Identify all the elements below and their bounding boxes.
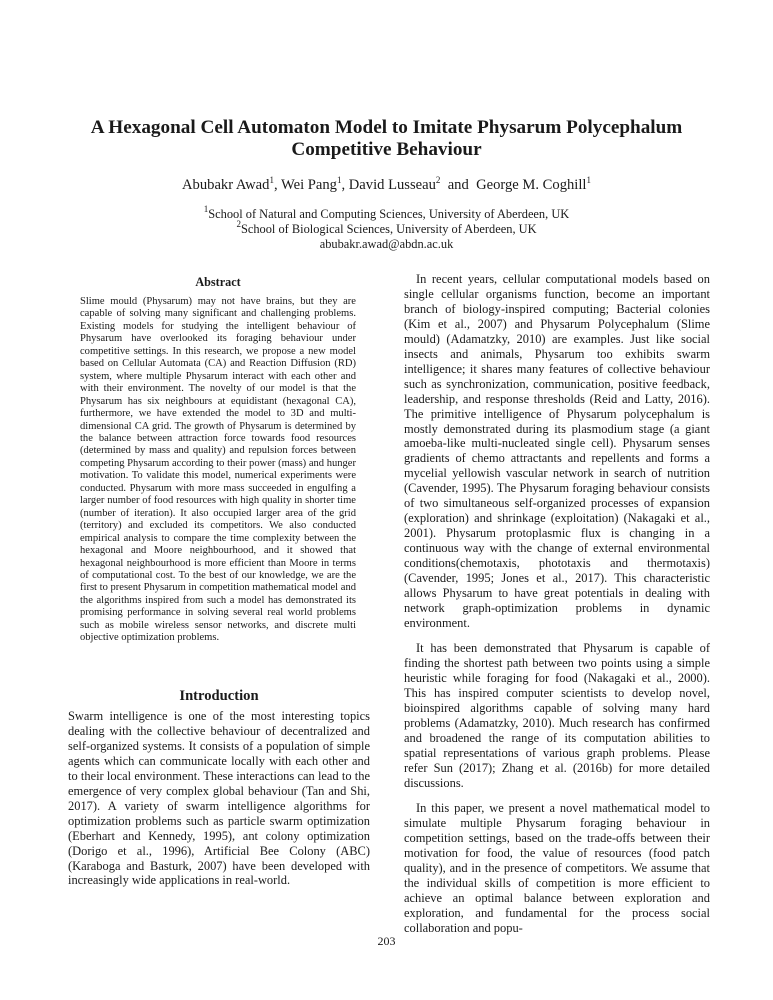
page-number: 203 bbox=[377, 934, 396, 948]
author-separator: , bbox=[341, 177, 349, 193]
right-column bbox=[404, 272, 710, 946]
affiliation bbox=[60, 204, 713, 222]
author-separator: , bbox=[273, 177, 281, 193]
affiliation-mark: 1 bbox=[586, 175, 591, 185]
affiliation-mark: 2 bbox=[435, 175, 441, 185]
affiliation-mark: 1 bbox=[203, 204, 209, 214]
paper-title: A Hexagonal Cell Automaton Model to Imitate Physarum Polycephalum Competitive Behaviour bbox=[90, 117, 683, 160]
body-paragraph: It has been demonstrated that Physarum is capable of finding the shortest path between two points using a simple heuristic while foraging for food (Nakagaki et al., 2000). This has inspired computer scientists to develop novel, bioinspired algorithms capable of solving many hard problems (Adamatzky, 2010). Much research has confirmed and broadened the range of its computation abilities to spatial representations of various graph problems. Please refer Sun (2017); Zhang et al. (2016b) for more detailed discussions. bbox=[404, 641, 710, 790]
body-paragraph: In recent years, cellular computational models based on single cellular organisms function, become an important branch of biology-inspired computing; Bacterial colonies (Kim et al., 2007) and Physarum Polycephalum (Slime mould) (Adamatzky, 2010) are examples. Just like social insects and animals, Physarum too exhibits swarm intelligence; it shares many features of collective behaviour such as synchronization, communication, positive feedback, leadership, and response thresholds (Reid and Latty, 2016). The primitive intelligence of Physarum polycephalum is mostly demonstrated during its plasmodium stage (a giant amoeba-like multi-nucleated single cell). Physarum senses gradients of chemo attractants and repellents and forms a mycelial yellowish vascular network in search of nutrition (Cavender, 1995). The Physarum foraging behaviour consists of two simultaneous self-organized processes of expansion (exploration) and shrinkage (exploitation) (Nakagaki et al., 2001). Physarum protoplasmic flux is changing in a continuous way with the change of external environmental conditions(chemotaxis, phototaxis and thermotaxis) (Cavender, 1995; Jones et al., 2017). This characteristic allows Physarum to have great potentials in dealing with network graph-optimization problems in dynamic environment. bbox=[404, 272, 710, 630]
affiliations bbox=[60, 204, 713, 253]
author-name: Wei Pang bbox=[280, 177, 337, 193]
affiliation-mark: 2 bbox=[236, 219, 241, 230]
abstract-text: Slime mould (Physarum) may not have brains, but they are capable of solving many significant and challenging problems. Existing models for studying the intelligent behaviour of Physarum have overlooked its foraging behaviour under competitive settings. In this research, we propose a new model based on Cellular Automata (CA) and Reaction Diffusion (RD) system, where multiple Physarum interact with each other and with their environment. The novelty of our model is that the Physarum has six neighbours at equidistant (hexagonal CA), furthermore, we have extended the model to 3D and multi-dimensional CA grid. The growth of Physarum is determined by the balance between attraction force towards food resources (determined by mass and quality) and repulsion forces between competing Physarum according to their power (mass) and hunger motivation. To validate this model, numerical experiments were conducted. Physarum with more mass succeeded in engulfing a larger number of food resources with high quality in shorter time (number of iteration). It also occupied larger area of the grid (territory) and excluded its competitors. We also conducted empirical analysis to compare the time complexity between the hexagonal and Moore neighbourhood, and it showed that hexagonal neighbourhood is more efficient than Moore in terms of computational cost. To the best of our knowledge, we are the first to present Physarum in competition mathematical model and the algorithms inspired from such a model has demonstrated its promising performance in solving several real world problems such as mobile wireless sensor networks, and discrete multi objective optimization problems. bbox=[80, 296, 356, 644]
author-name: George M. Coghill bbox=[476, 177, 587, 193]
affiliation-mark: 1 bbox=[269, 175, 274, 185]
body-paragraph: In this paper, we present a novel mathematical model to simulate multiple Physarum foraging behaviour in competition settings, based on the trade-offs between their motivation for food, the value of resources (food patch quality), and in the presence of competitors. We assume that the individual skills of competition is more efficient to achieve an optimal balance between exploration and exploration, and fundamental for the process social collaboration and popu- bbox=[404, 801, 710, 936]
body-paragraph: Swarm intelligence is one of the most interesting topics dealing with the collective behaviour of decentralized and self-organized systems. It consists of a population of simple agents which can communicate locally with each other and to their local environment. These interactions can lead to the emergence of very complex global behaviour (Tan and Shi, 2017). A variety of swarm intelligence algorithms for optimization problems such as particle swarm optimization (Eberhart and Kennedy, 1995), ant colony optimization (Dorigo et al., 1996), Artificial Bee Colony (ABC) (Karaboga and Basturk, 2007) have been developed with increasingly wide applications in real-world. bbox=[68, 709, 370, 888]
author-name: Abubakr Awad bbox=[182, 177, 270, 193]
affiliation bbox=[60, 219, 713, 237]
abstract-heading: Abstract bbox=[195, 275, 241, 289]
author-email[interactable]: abubakr.awad@abdn.ac.uk bbox=[319, 237, 454, 252]
author-separator: and bbox=[440, 177, 477, 193]
author-name: David Lusseau bbox=[348, 177, 436, 193]
affiliation-text: School of Biological Sciences, University of Aberdeen, UK bbox=[240, 222, 537, 237]
author-list bbox=[60, 176, 713, 194]
introduction-heading: Introduction bbox=[179, 688, 259, 704]
affiliation-mark: 1 bbox=[336, 175, 342, 185]
affiliation-text: School of Natural and Computing Sciences, University of Aberdeen, UK bbox=[208, 207, 570, 221]
